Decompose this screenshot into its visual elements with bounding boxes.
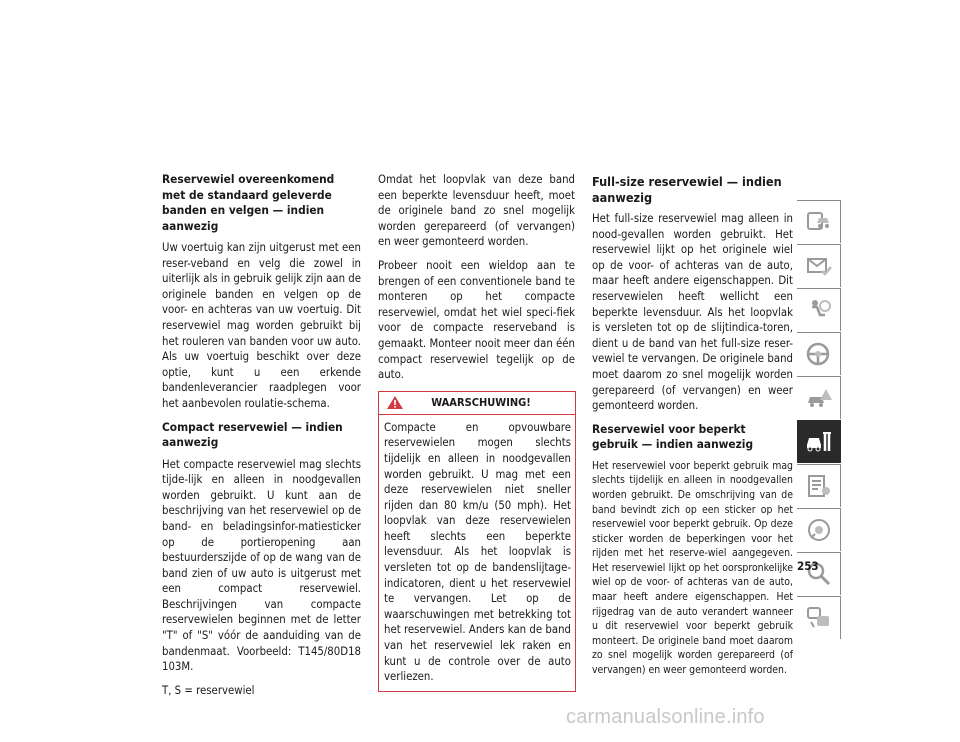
checklist-icon bbox=[805, 473, 833, 499]
heading-full-size-spare: Full-size reservewiel — indien aanwezig bbox=[592, 174, 782, 205]
heading-compact-spare: Compact reservewiel — indien aanwezig bbox=[162, 419, 343, 450]
mail-check-icon bbox=[805, 253, 833, 279]
tab-languages[interactable] bbox=[797, 596, 841, 639]
heading-limited-use-spare: Reservewiel voor beperkt gebruik — indien aanwezig bbox=[592, 421, 754, 452]
paragraph-full-size-spare: Het full-size reservewiel mag alleen in nood-gevallen worden gebruikt. Het reservewiel lijkt op het originele wiel op de voor- of achteras van de auto, maar heeft andere eigenschappen. Dit reservewielen heeft wellicht een beperkte levensduur. Als het loopvlak is versleten tot op de slijtindica-toren, dient u de band van het full-size reser-vewiel te vervangen. De originele band moet daarom zo snel mogelijk worden gerepareerd (of vervangen) en weer gemonteerd worden. bbox=[592, 212, 793, 413]
tab-car-info[interactable] bbox=[797, 200, 841, 243]
airbag-seat-icon bbox=[805, 297, 833, 323]
paragraph-matching-spare: Uw voertuig kan zijn uitgerust met een reser-veband en velg die zowel in uiterlijk als in gebruik gelijk zijn aan de originele banden en velgen op de voor- en achteras van uw voertuig. Dit reservewiel mag worden gebruikt bij het rouleren van banden voor uw auto. Als uw voertuig beschikt over deze optie, kunt u een erkende bandenleverancier raadplegen voor het aanbevolen roulatie-schema. bbox=[162, 241, 361, 410]
column-middle bbox=[378, 172, 575, 692]
multimedia-icon bbox=[805, 517, 833, 543]
warning-triangle-icon bbox=[386, 395, 404, 410]
tab-car-tools[interactable] bbox=[797, 420, 841, 463]
car-info-icon bbox=[805, 209, 833, 235]
watermark: carmanualsonline.info bbox=[566, 706, 765, 728]
tab-car-warning[interactable] bbox=[797, 376, 841, 419]
warning-text: Compacte en opvouwbare reservewielen mogen slechts tijdelijk en alleen in noodgevallen worden gebruikt. U mag met een deze reservewielen niet sneller rijden dan 80 km/u (50 mph). Het loopvlak van deze reservewielen heeft slechts een beperkte levensduur. Als het loopvlak is versleten tot op de bandenslijtage-indicatoren, dient u het reservewiel te vervangen. Let op de waarschuwingen met betrekking tot het reservewiel. Anders kan de band van het reservewiel lek raken en kunt u de controle over de auto verliezen. bbox=[384, 420, 571, 684]
car-warning-icon bbox=[805, 385, 833, 411]
paragraph-limited-use-spare: Het reservewiel voor beperkt gebruik mag slechts tijdelijk en alleen in noodgevallen worden gebruikt. De omschrijving van de band bevindt zich op een sticker op het reservewiel voor beperkt gebruik. Op deze sticker worden de beperkingen voor het rijden met het reserve-wiel aangegeven. Het reservewiel lijkt op het oorspronkelijke wiel op de voor- of achteras van de auto, maar heeft andere eigenschappen. Het rijgedrag van de auto verandert wanneer u dit reservewiel voor beperkt gebruik monteert. De originele band moet daarom zo snel mogelijk worden gerepareerd (of vervangen) en weer gemonteerd worden. bbox=[592, 459, 793, 677]
tab-checklist[interactable] bbox=[797, 464, 841, 507]
paragraph-compact-spare: Het compacte reservewiel mag slechts tijde-lijk en alleen in noodgevallen worden gebruikt. U kunt aan de beschrijving van het reservewiel op de band- en beladingsinfor-matiesticker op de portieropening aan bestuurderszijde of op de wang van de band zien of uw auto is uitgerust met een compact reservewiel. Beschrijvingen van compacte reservewielen beginnen met de letter "T" of "S" vóór de aanduiding van de bandenmaat. Voorbeeld: T145/80D18 103M. bbox=[162, 457, 361, 674]
paragraph-tread-life: Omdat het loopvlak van deze band een beperkte levensduur heeft, moet de originele band zo snel mogelijk worden gerepareerd (of vervangen) en weer gemonteerd worden. bbox=[378, 173, 575, 249]
page-number: 253 bbox=[797, 559, 819, 573]
tab-mail-check[interactable] bbox=[797, 244, 841, 287]
steering-wheel-icon bbox=[805, 341, 833, 367]
tab-multimedia[interactable] bbox=[797, 508, 841, 551]
warning-header bbox=[379, 392, 575, 415]
paragraph-hubcap: Probeer nooit een wieldop aan te brengen of een conventionele band te monteren op het compacte reservewiel, omdat het wiel speci-fiek voor de compacte reserveband is gemaakt. Monteer nooit meer dan één compact reservewiel tegelijk op de auto. bbox=[378, 258, 575, 382]
chapter-tabs bbox=[797, 200, 841, 640]
car-tools-icon bbox=[805, 429, 833, 455]
warning-box bbox=[378, 391, 576, 692]
paragraph-spare-code: T, S = reservewiel bbox=[162, 683, 255, 697]
tab-steering-wheel[interactable] bbox=[797, 332, 841, 375]
heading-matching-spare: Reservewiel overeenkomend met de standaard geleverde banden en velgen — indien aanwezig bbox=[162, 172, 335, 233]
warning-title: WAARSCHUWING! bbox=[431, 395, 531, 409]
column-right bbox=[592, 174, 793, 686]
tab-airbag-seat[interactable] bbox=[797, 288, 841, 331]
column-left bbox=[162, 172, 361, 706]
languages-icon bbox=[805, 605, 833, 631]
